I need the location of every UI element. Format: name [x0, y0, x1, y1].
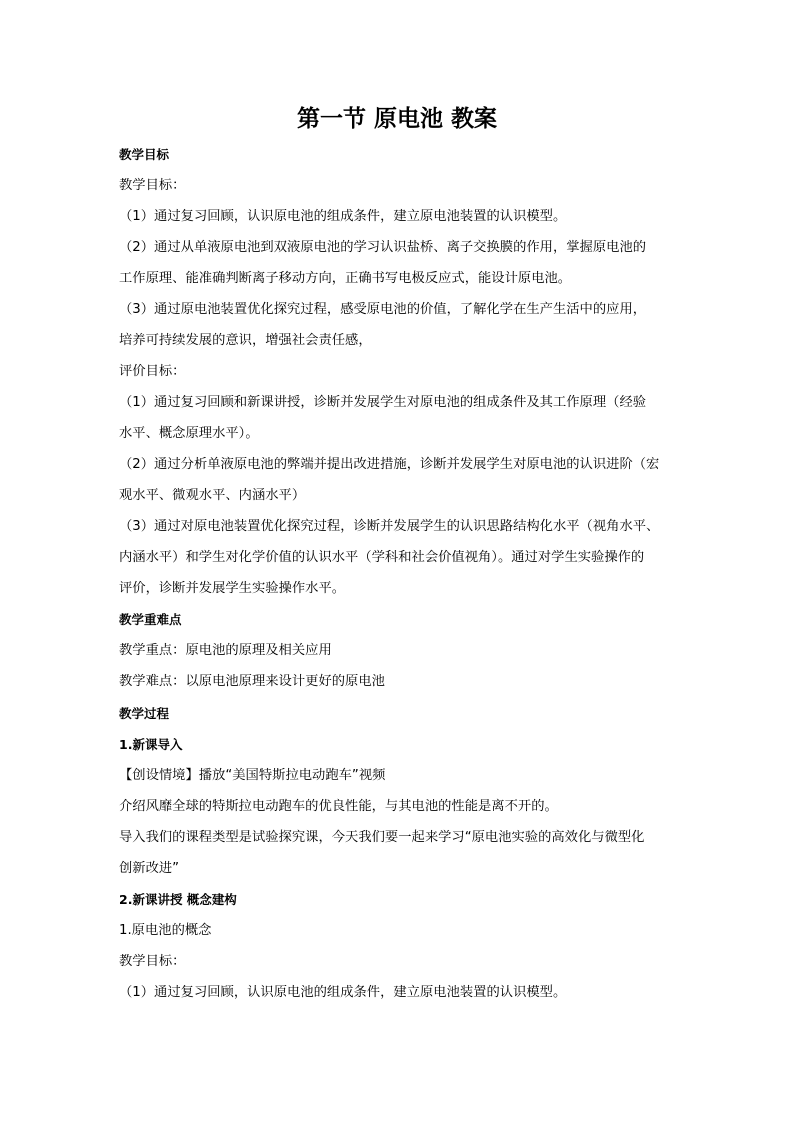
paragraph-line: （1）通过复习回顾和新课讲授，诊断并发展学生对原电池的组成条件及其工作原理（经验 — [119, 395, 647, 410]
paragraph-line: 介绍风靡全球的特斯拉电动跑车的优良性能，与其电池的性能是离不开的。 — [119, 799, 558, 814]
paragraph-line: （3）通过对原电池装置优化探究过程，诊断并发展学生的认识思路结构化水平（视角水平、 — [119, 519, 660, 534]
paragraph-line: 工作原理、能准确判断离子移动方向，正确书写电极反应式，能设计原电池。 — [119, 271, 572, 286]
document-title: 第一节 原电池 教案 — [296, 106, 497, 132]
paragraph-line: 【创设情境】播放“美国特斯拉电动跑车”视频 — [119, 768, 386, 783]
paragraph-line: （1）通过复习回顾，认识原电池的组成条件，建立原电池装置的认识模型。 — [119, 985, 567, 1000]
paragraph-line: 教学目标： — [119, 954, 186, 969]
paragraph-line: 1.原电池的概念 — [119, 923, 212, 938]
paragraph-line: （2）通过分析单液原电池的弊端并提出改进措施，诊断并发展学生对原电池的认识进阶（宏 — [119, 457, 660, 472]
paragraph-line: （3）通过原电池装置优化探究过程，感受原电池的价值，了解化学在生产生活中的应用， — [119, 302, 647, 317]
paragraph-line: 培养可持续发展的意识，增强社会责任感， — [119, 333, 372, 348]
paragraph-line: 教学目标： — [119, 178, 186, 193]
paragraph-line: 观水平、微观水平、内涵水平） — [119, 488, 306, 503]
paragraph-line: 教学重点：原电池的原理及相关应用 — [119, 643, 332, 658]
paragraph-line: 导入我们的课程类型是试验探究课，今天我们要一起来学习“原电池实验的高效化与微型化 — [119, 830, 645, 845]
paragraph-line: 评价，诊断并发展学生实验操作水平。 — [119, 581, 346, 596]
section-heading-process: 教学过程 — [119, 706, 170, 721]
subsection-heading-new-lesson: 2.新课讲授 概念建构 — [119, 892, 237, 907]
paragraph-line: 创新改进” — [119, 861, 180, 876]
section-heading-key-points: 教学重难点 — [119, 612, 182, 627]
paragraph-line: （1）通过复习回顾，认识原电池的组成条件，建立原电池装置的认识模型。 — [119, 209, 567, 224]
paragraph-line: 水平、概念原理水平）。 — [119, 426, 259, 441]
section-heading-objectives: 教学目标 — [119, 147, 170, 162]
subsection-heading-intro: 1.新课导入 — [119, 737, 183, 752]
paragraph-line: （2）通过从单液原电池到双液原电池的学习认识盐桥、离子交换膜的作用，掌握原电池的 — [119, 240, 647, 255]
paragraph-line: 教学难点：以原电池原理来设计更好的原电池 — [119, 674, 385, 689]
paragraph-line: 评价目标： — [119, 364, 186, 379]
paragraph-line: 内涵水平）和学生对化学价值的认识水平（学科和社会价值视角）。通过对学生实验操作的 — [119, 550, 645, 565]
